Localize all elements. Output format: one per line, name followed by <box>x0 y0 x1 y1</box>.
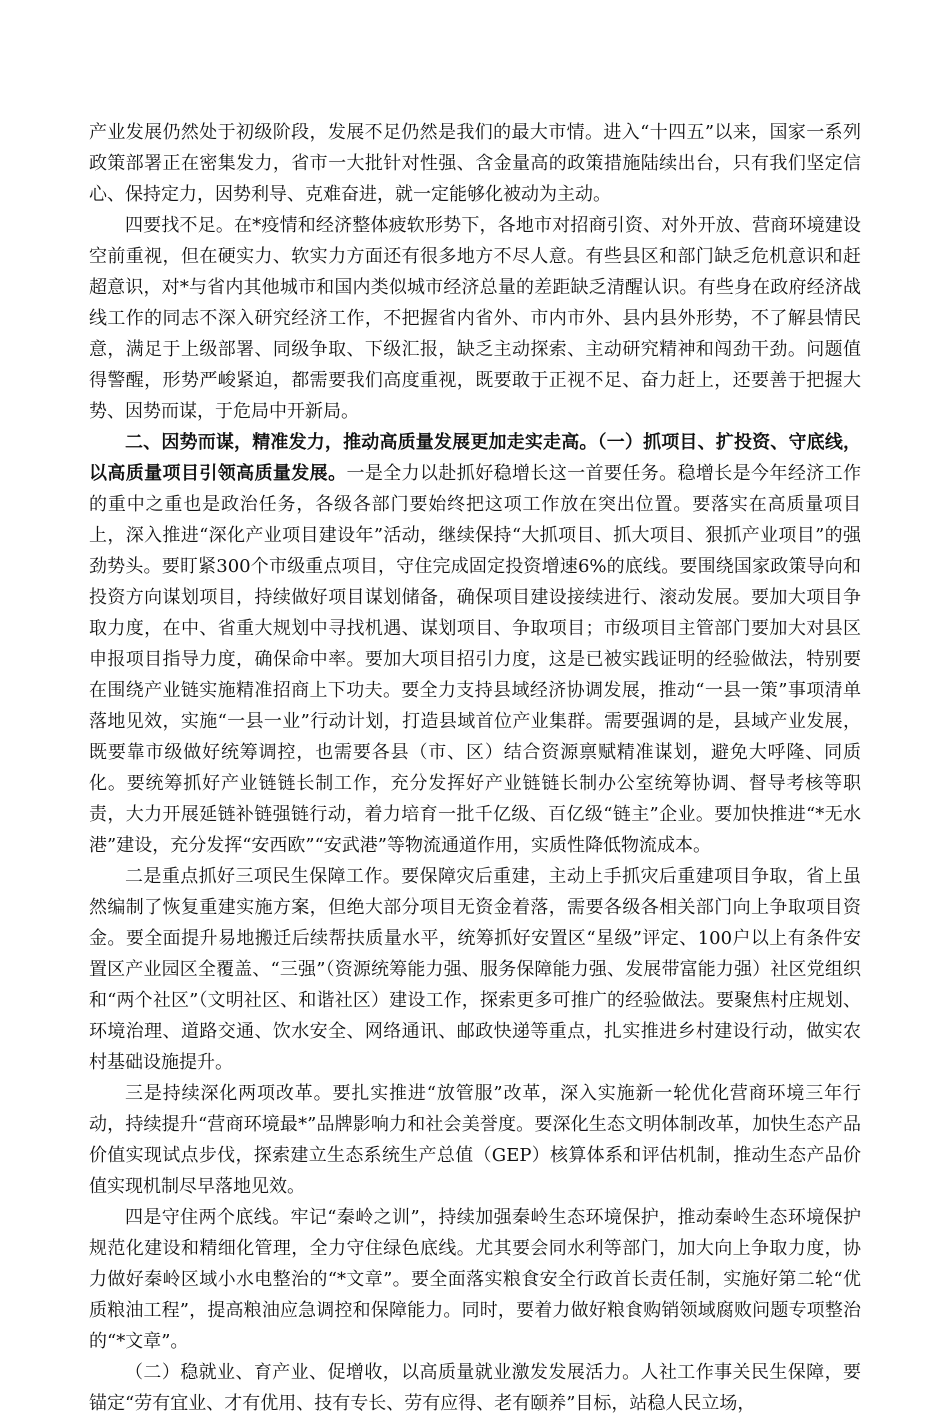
section-heading: 二、因势而谋，精准发力，推动高质量发展更加走实走高。（一）抓项目、扩投资、守底线，以高质量项目引领高质量发展。 <box>89 432 861 484</box>
paragraph-livelihood <box>89 861 861 1078</box>
paragraph-text: 产业发展仍然处于初级阶段，发展不足仍然是我们的最大市情。进入“十四五”以来，国家一系列政策部署正在密集发力，省市一大批针对性强、含金量高的政策措施陆续出台，只有我们坚定信心、保持定力，因势利导、克难奋进，就一定能够化被动为主动。 <box>89 122 861 205</box>
paragraph-section-two <box>89 427 861 861</box>
paragraph-reforms <box>89 1078 861 1202</box>
paragraph-text: 一是全力以赴抓好稳增长这一首要任务。稳增长是今年经济工作的重中之重也是政治任务，各级各部门要始终把这项工作放在突出位置。要落实在高质量项目上，深入推进“深化产业项目建设年”活动，继续保持“大抓项目、抓大项目、狠抓产业项目”的强劲势头。要盯紧300个市级重点项目，守住完成固定投资增速6%的底线。要围绕国家政策导向和投资方向谋划项目，持续做好项目谋划储备，确保项目建设接续进行、滚动发展。要加大项目争取力度，在中、省重大规划中寻找机遇、谋划项目、争取项目；市级项目主管部门要加大对县区申报项目指导力度，确保命中率。要加大项目招引力度，这是已被实践证明的经验做法，特别要在围绕产业链实施精准招商上下功夫。要全力支持县域经济协调发展，推动“一县一策”事项清单落地见效，实施“一县一业”行动计划，打造县域首位产业集群。需要强调的是，县域产业发展，既要靠市级做好统筹调控，也需要各县（市、区）结合资源禀赋精准谋划，避免大呼隆、同质化。要统筹抓好产业链链长制工作，充分发挥好产业链链长制办公室统筹协调、督导考核等职责，大力开展延链补链强链行动，着力培育一批千亿级、百亿级“链主”企业。要加快推进“*无水港”建设，充分发挥“安西欧”“安武港”等物流通道作用，实质性降低物流成本。 <box>89 463 862 856</box>
paragraph-text: 四是守住两个底线。牢记“秦岭之训”，持续加强秦岭生态环境保护，推动秦岭生态环境保护规范化建设和精细化管理，全力守住绿色底线。尤其要会同水利等部门，加大向上争取力度，协力做好秦岭区域小水电整治的“*文章”。要全面落实粮食安全行政首长责任制，实施好第二轮“优质粮油工程”，提高粮油应急调控和保障能力。同时，要着力做好粮食购销领域腐败问题专项整治的“*文章”。 <box>89 1207 861 1352</box>
document-page <box>89 117 861 1419</box>
paragraph-find-shortcomings <box>89 210 861 427</box>
paragraph-text: 二是重点抓好三项民生保障工作。要保障灾后重建，主动上手抓灾后重建项目争取，省上虽然编制了恢复重建实施方案，但绝大部分项目无资金着落，需要各级各相关部门向上争取项目资金。要全面提升易地搬迁后续帮扶质量水平，统筹抓好安置区“星级”评定、100户以上有条件安置区产业园区全覆盖、“三强”（资源统筹能力强、服务保障能力强、发展带富能力强）社区党组织和“两个社区”（文明社区、和谐社区）建设工作，探索更多可推广的经验做法。要聚焦村庄规划、环境治理、道路交通、饮水安全、网络通讯、邮政快递等重点，扎实推进乡村建设行动，做实农村基础设施提升。 <box>89 866 861 1073</box>
paragraph-bottom-lines <box>89 1202 861 1357</box>
paragraph-continuation <box>89 117 861 210</box>
paragraph-text: 四要找不足。在*疫情和经济整体疲软形势下，各地市对招商引资、对外开放、营商环境建设空前重视，但在硬实力、软实力方面还有很多地方不尽人意。有些县区和部门缺乏危机意识和赶超意识，对*与省内其他城市和国内类似城市经济总量的差距缺乏清醒认识。有些身在政府经济战线工作的同志不深入研究经济工作，不把握省内省外、市内市外、县内县外形势，不了解县情民意，满足于上级部署、同级争取、下级汇报，缺乏主动探索、主动研究精神和闯劲干劲。问题值得警醒，形势严峻紧迫，都需要我们高度重视，既要敢于正视不足、奋力赶上，还要善于把握大势、因势而谋，于危局中开新局。 <box>89 215 861 422</box>
paragraph-text: （二）稳就业、育产业、促增收，以高质量就业激发发展活力。人社工作事关民生保障，要锚定“劳有宜业、才有优用、技有专长、劳有应得、老有颐养”目标，站稳人民立场， <box>89 1362 861 1414</box>
paragraph-text: 三是持续深化两项改革。要扎实推进“放管服”改革，深入实施新一轮优化营商环境三年行动，持续提升“营商环境最*”品牌影响力和社会美誉度。要深化生态文明体制改革，加快生态产品价值实现试点步伐，探索建立生态系统生产总值（GEP）核算体系和评估机制，推动生态产品价值实现机制尽早落地见效。 <box>89 1083 861 1197</box>
paragraph-employment <box>89 1357 861 1419</box>
